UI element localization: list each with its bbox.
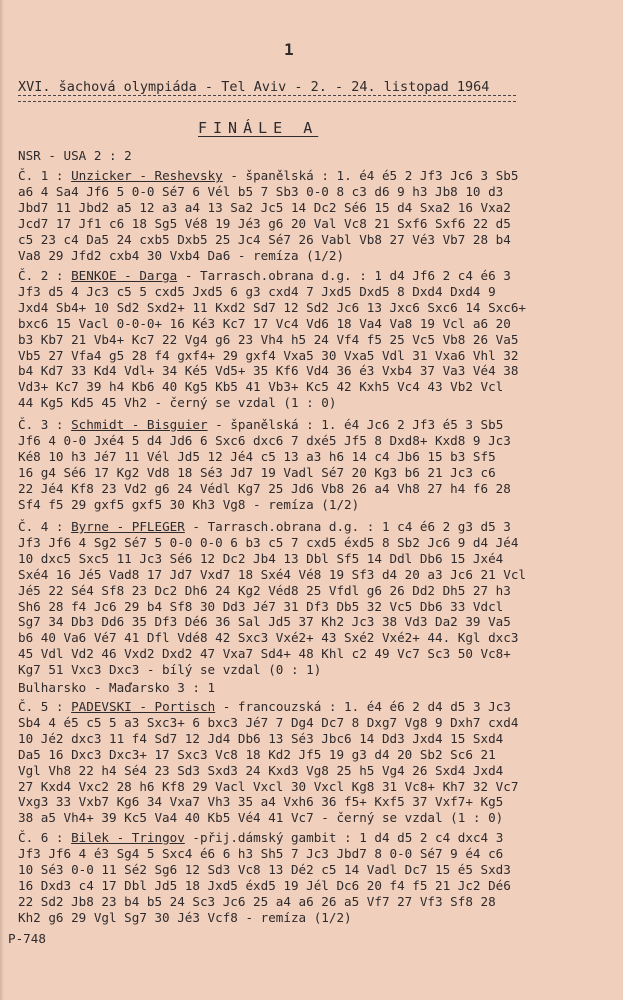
match-heading: Bulharsko - Maďarsko 3 : 1: [18, 680, 216, 695]
game-opening: - španělská : 1. é4 Jc6 2 Jf3 é5 3 Sb5: [207, 417, 504, 432]
game-entry: [18, 417, 618, 512]
game-number: Č. 5 :: [18, 699, 64, 714]
game-moves-line: a6 4 Sa4 Jf6 5 0-0 Sé7 6 Vél b5 7 Sb3 0-0 8 c3 d6 9 h3 Jb8 10 d3: [18, 183, 504, 199]
document-footer-code: P-748: [8, 931, 46, 946]
game-moves-line: b6 40 Va6 Vé7 41 Dfl Vdé8 42 Sxc3 Vxé2+ 43 Sxé2 Vxé2+ 44. Kgl dxc3: [18, 630, 519, 646]
game-moves-line: Jbd7 11 Jbd2 a5 12 a3 a4 13 Sa2 Jc5 14 Dc2 Sé6 15 d4 Sxa2 16 Vxa2: [18, 199, 511, 215]
game-first-line: [18, 699, 618, 715]
game-moves-line: 22 Jé4 Kf8 23 Vd2 g6 24 Védl Kg7 25 Jd6 Vb8 26 a4 Vh8 27 h4 f6 28: [18, 480, 511, 496]
game-moves-line: Kh2 g6 29 Vgl Sg7 30 Jé3 Vcf8 - remíza (1/2): [18, 909, 352, 925]
game-players: PADEVSKI - Portisch: [71, 699, 216, 714]
game-moves-line: Vb5 27 Vfa4 g5 28 f4 gxf4+ 29 gxf4 Vxa5 30 Vxa5 Vdl 31 Vxa6 Vhl 32: [18, 347, 519, 363]
game-moves-line: Jcd7 17 Jf1 c6 18 Sg5 Vé8 19 Jé3 g6 20 Val Vc8 21 Sxf6 Sxf6 22 d5: [18, 215, 511, 231]
game-moves-line: Sf4 f5 29 gxf5 gxf5 30 Kh3 Vg8 - remíza (1/2): [18, 496, 360, 512]
game-moves-line: 16 g4 Sé6 17 Kg2 Vd8 18 Sé3 Jd7 19 Vadl Sé7 20 Kg3 b6 21 Jc3 c6: [18, 464, 496, 480]
game-moves-line: 38 a5 Vh4+ 39 Kc5 Va4 40 Kb5 Vé4 41 Vc7 - černý se vzdal (1 : 0): [18, 810, 504, 826]
game-number: Č. 6 :: [18, 830, 64, 845]
header-double-rule: [18, 95, 516, 102]
game-moves-line: bxc6 15 Vacl 0-0-0+ 16 Ké3 Kc7 17 Vc4 Vd6 18 Va4 Va8 19 Vcl a6 20: [18, 315, 511, 331]
game-moves-line: b4 Kd7 33 Kd4 Vdl+ 34 Ké5 Vd5+ 35 Kf6 Vd4 36 é3 Vxb4 37 Va3 Vé4 38: [18, 363, 519, 379]
section-title: FINÁLE A: [198, 119, 319, 137]
game-moves-line: Vgl Vh8 22 h4 Sé4 23 Sd3 Sxd3 24 Kxd3 Vg8 25 h5 Vg4 26 Sxd4 Jxd4: [18, 762, 504, 778]
game-moves-line: Jf3 Jf6 4 é3 Sg4 5 Sxc4 é6 6 h3 Sh5 7 Jc3 Jbd7 8 0-0 Sé7 9 é4 c6: [18, 845, 504, 861]
game-entry: [18, 830, 618, 925]
game-entry: [18, 519, 618, 678]
document-header: XVI. šachová olympiáda - Tel Aviv - 2. - 24. listopad 1964: [18, 79, 490, 95]
game-moves-line: b3 Kb7 21 Vb4+ Kc7 22 Vg4 g6 23 Vh4 h5 24 Vf4 f5 25 Vc5 Vb8 26 Va5: [18, 331, 519, 347]
game-opening: - Tarrasch.obrana d.g. : 1 c4 é6 2 g3 d5 3: [184, 519, 511, 534]
game-moves-line: 10 dxc5 Sxc5 11 Jc3 Sé6 12 Dc2 Jb4 13 Dbl Sf5 14 Ddl Db6 15 Jxé4: [18, 550, 504, 566]
game-moves-line: Jxd4 Sb4+ 10 Sd2 Sxd2+ 11 Kxd2 Sd7 12 Sd2 Jc6 13 Jxc6 Sxc6 14 Sxc6+: [18, 299, 526, 315]
game-entry: [18, 268, 618, 411]
game-number: Č. 3 :: [18, 417, 64, 432]
match-heading: NSR - USA 2 : 2: [18, 148, 132, 163]
game-moves-line: 45 Vdl Vd2 46 Vxd2 Dxd2 47 Vxa7 Sd4+ 48 Khl c2 49 Vc7 Sc3 50 Vc8+: [18, 646, 511, 662]
game-moves-line: Sxé4 16 Jé5 Vad8 17 Jd7 Vxd7 18 Sxé4 Vé8 19 Sf3 d4 20 a3 Jc6 21 Vcl: [18, 566, 526, 582]
game-moves-line: 27 Kxd4 Vxc2 28 h6 Kf8 29 Vacl Vxcl 30 Vxcl Kg8 31 Vc8+ Kh7 32 Vc7: [18, 778, 519, 794]
page-number: 1: [284, 40, 294, 59]
game-first-line: [18, 830, 618, 846]
game-moves-line: 10 Jé2 dxc3 11 f4 Sd7 12 Jd4 Db6 13 Sé3 Jbc6 14 Dd3 Jxd4 15 Sxd4: [18, 730, 504, 746]
game-entry: [18, 168, 618, 263]
game-moves-line: 44 Kg5 Kd5 45 Vh2 - černý se vzdal (1 : 0): [18, 395, 337, 411]
game-opening: -přij.dámský gambit : 1 d4 d5 2 c4 dxc4 3: [184, 830, 504, 845]
game-moves-line: 10 Sé3 0-0 11 Sé2 Sg6 12 Sd3 Vc8 13 Dé2 c5 14 Vadl Dc7 15 é5 Sxd3: [18, 861, 511, 877]
paper-edge-shadow: [0, 0, 4, 1000]
game-moves-line: Vxg3 33 Vxb7 Kg6 34 Vxa7 Vh3 35 a4 Vxh6 36 f5+ Kxf5 37 Vxf7+ Kg5: [18, 794, 504, 810]
game-moves-line: Vd3+ Kc7 39 h4 Kb6 40 Kg5 Kb5 41 Vb3+ Kc5 42 Kxh5 Vc4 43 Vb2 Vcl: [18, 379, 504, 395]
game-opening: - španělská : 1. é4 é5 2 Jf3 Jc6 3 Sb5: [222, 168, 519, 183]
game-entry: [18, 699, 618, 826]
game-players: BENKOE - Darga: [71, 268, 178, 283]
game-players: Bilek - Tringov: [71, 830, 185, 845]
game-moves-line: 22 Sd2 Jb8 23 b4 b5 24 Sc3 Jc6 25 a4 a6 26 a5 Vf7 27 Vf3 Sf8 28: [18, 893, 496, 909]
game-first-line: [18, 268, 618, 284]
game-number: Č. 1 :: [18, 168, 64, 183]
game-moves-line: Jf3 Jf6 4 Sg2 Sé7 5 0-0 0-0 6 b3 c5 7 cxd5 éxd5 8 Sb2 Jc6 9 d4 Jé4: [18, 534, 519, 550]
game-players: Byrne - PFLEGER: [71, 519, 185, 534]
game-first-line: [18, 417, 618, 433]
game-moves-line: Jé5 22 Sé4 Sf8 23 Dc2 Dh6 24 Kg2 Véd8 25 Vfdl g6 26 Dd2 Dh5 27 h3: [18, 582, 511, 598]
game-moves-line: Va8 29 Jfd2 cxb4 30 Vxb4 Da6 - remíza (1/2): [18, 247, 345, 263]
game-moves-line: Sg7 34 Db3 Dd6 35 Df3 Dé6 36 Sal Jd5 37 Kh2 Jc3 38 Vd3 Da2 39 Va5: [18, 614, 511, 630]
game-moves-line: Jf6 4 0-0 Jxé4 5 d4 Jd6 6 Sxc6 dxc6 7 dxé5 Jf5 8 Dxd8+ Kxd8 9 Jc3: [18, 432, 511, 448]
game-players: Schmidt - Bisguier: [71, 417, 208, 432]
game-first-line: [18, 519, 618, 535]
game-moves-line: Da5 16 Dxc3 Dxc3+ 17 Sxc3 Vc8 18 Kd2 Jf5 19 g3 d4 20 Sb2 Sc6 21: [18, 746, 496, 762]
game-moves-line: c5 23 c4 Da5 24 cxb5 Dxb5 25 Jc4 Sé7 26 Vabl Vb8 27 Vé3 Vb7 28 b4: [18, 231, 511, 247]
game-moves-line: Ké8 10 h3 Jé7 11 Vél Jd5 12 Jé4 c5 13 a3 h6 14 c4 Jb6 15 b3 Sf5: [18, 448, 496, 464]
game-opening: - francouzská : 1. é4 é6 2 d4 d5 3 Jc3: [215, 699, 511, 714]
game-moves-line: Sb4 4 é5 c5 5 a3 Sxc3+ 6 bxc3 Jé7 7 Dg4 Dc7 8 Dxg7 Vg8 9 Dxh7 cxd4: [18, 714, 519, 730]
game-moves-line: 16 Dxd3 c4 17 Dbl Jd5 18 Jxd5 éxd5 19 Jél Dc6 20 f4 f5 21 Jc2 Dé6: [18, 877, 511, 893]
game-number: Č. 4 :: [18, 519, 64, 534]
game-first-line: [18, 168, 618, 184]
game-moves-line: Sh6 28 f4 Jc6 29 b4 Sf8 30 Dd3 Jé7 31 Df3 Db5 32 Vc5 Db6 33 Vdcl: [18, 598, 504, 614]
game-number: Č. 2 :: [18, 268, 64, 283]
game-moves-line: Kg7 51 Vxc3 Dxc3 - bílý se vzdal (0 : 1): [18, 662, 322, 678]
game-opening: - Tarrasch.obrana d.g. : 1 d4 Jf6 2 c4 é6 3: [177, 268, 511, 283]
game-players: Unzicker - Reshevsky: [71, 168, 223, 183]
game-moves-line: Jf3 d5 4 Jc3 c5 5 cxd5 Jxd5 6 g3 cxd4 7 Jxd5 Dxd5 8 Dxd4 Dxd4 9: [18, 283, 496, 299]
